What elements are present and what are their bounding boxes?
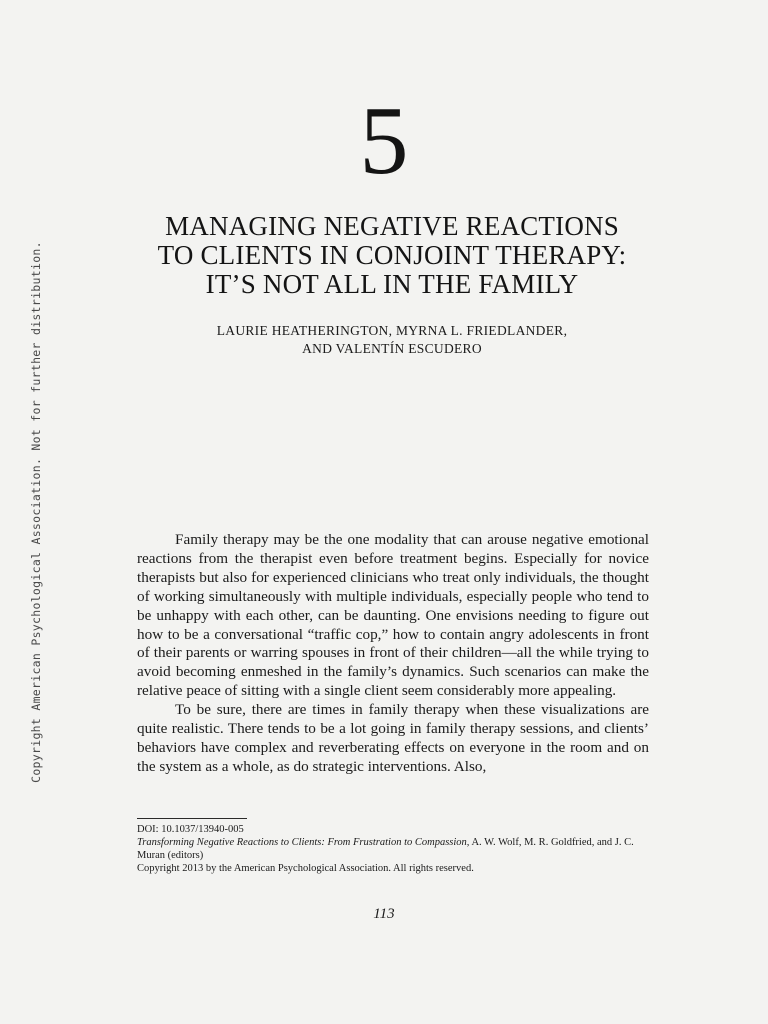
- chapter-title-line: IT’S NOT ALL IN THE FAMILY: [205, 269, 579, 299]
- footnote-book-editors: A. W. Wolf, M. R. Goldfried, and J. C. Muran (editors): [137, 837, 634, 861]
- chapter-title: [120, 212, 664, 299]
- chapter-title-line: MANAGING NEGATIVE REACTIONS: [165, 211, 619, 241]
- body-text: [137, 531, 649, 777]
- footnote-copyright: Copyright 2013 by the American Psychological Association. All rights reserved.: [137, 863, 474, 874]
- footnote-book-title: Transforming Negative Reactions to Clients: From Frustration to Compassion,: [137, 837, 470, 848]
- footnote: [137, 823, 649, 875]
- chapter-title-line: TO CLIENTS IN CONJOINT THERAPY:: [157, 240, 627, 270]
- footnote-source: [137, 836, 649, 862]
- author-line: LAURIE HEATHERINGTON, MYRNA L. FRIEDLANDER,: [216, 323, 568, 338]
- page-number: 113: [373, 906, 395, 922]
- author-line: AND VALENTÍN ESCUDERO: [302, 341, 482, 356]
- footnote-doi: DOI: 10.1037/13940-005: [137, 824, 244, 835]
- footnote-rule: [137, 818, 247, 819]
- copyright-side-note: Copyright American Psychological Association. Not for further distribution.: [29, 241, 43, 783]
- body-paragraph: To be sure, there are times in family therapy when these visualizations are quite realistic. There tends to be a lot going in family therapy sessions, and clients’ behaviors have complex and reverberating effects on everyone in the room and on the system as a whole, as do strategic interventions. Also,: [137, 701, 649, 775]
- chapter-number: 5: [359, 87, 409, 195]
- body-paragraph: Family therapy may be the one modality that can arouse negative emotional reactions from the therapist even before treatment begins. Especially for novice therapists but also for experienced clinicians who treat only individuals, the thought of working simultaneously with multiple individuals, especially people who tend to be unhappy with each other, can be daunting. One envisions needing to figure out how to be a conversational “traffic cop,” how to contain angry adolescents in front of their parents or warring spouses in front of their children—all the while trying to avoid becoming enmeshed in the family’s dynamics. Such scenarios can make the relative peace of sitting with a single client seem considerably more appealing.: [137, 531, 649, 700]
- chapter-authors: [120, 322, 664, 358]
